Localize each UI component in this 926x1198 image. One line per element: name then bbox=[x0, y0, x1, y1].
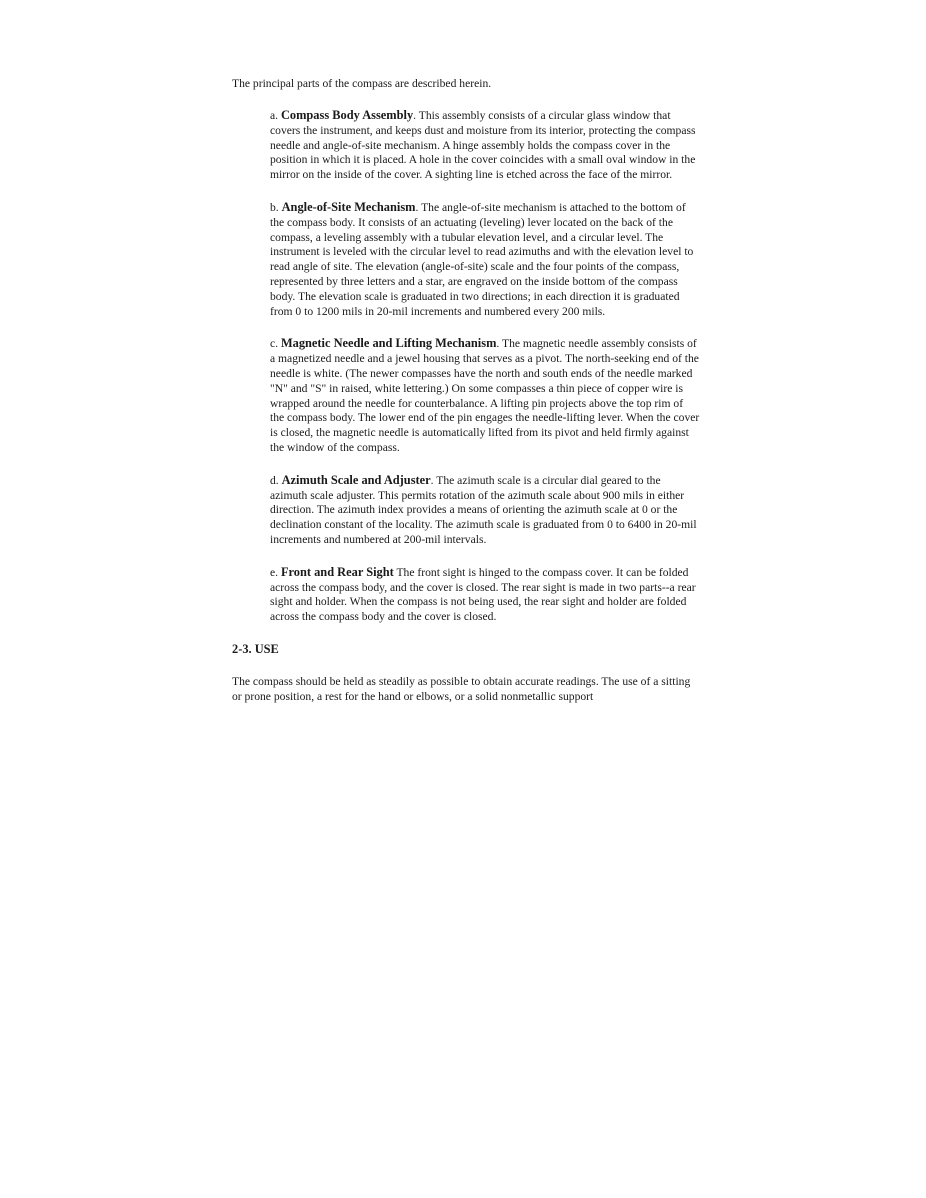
item-term: Azimuth Scale and Adjuster bbox=[281, 472, 431, 487]
item-letter: b. bbox=[270, 200, 279, 214]
item-letter: e. bbox=[270, 565, 279, 579]
intro-paragraph: The principal parts of the compass are described herein. bbox=[232, 77, 492, 90]
item-letter: a. bbox=[270, 109, 279, 122]
item-text: The angle-of-site mechanism is attached to the bottom of the compass body. It consists of an actuating (leveling) lever located on the back of the compass, a leveling assembly with a tubular elevation level, and a circular level. The instrument is leveled with the circular level to read azimuths and with the elevation level to read angle of site. The elevation (angle-of-site) scale and the four points of the compass, represented by three letters and a star, are engraved on the inside bottom of the compass body. The elevation scale is graduated in two directions; in each direction it is graduated from 0 to 1200 mils in 20-mil increments and numbered every 200 mils. bbox=[270, 200, 694, 318]
item-magnetic-needle: c. Magnetic Needle and Lifting Mechanism. The magnetic needle assembly consists of a magnetized needle and a jewel housing that serves as a pivot. The north-seeking end of the needle is white. (The newer compasses have the north and south ends of the needle marked "N" and "S" in raised, white lettering.) On some compasses a thin piece of copper wire is wrapped around the needle for counterbalance. A lifting pin projects above the top rim of the compass body. The lower end of the pin engages the needle-lifting lever. When the cover is closed, the magnetic needle is automatically lifted from its pivot and held firmly against the window of the compass. bbox=[270, 336, 700, 454]
item-term: Compass Body Assembly bbox=[280, 108, 414, 122]
item-text: The magnetic needle assembly consists of a magnetized needle and a jewel housing that serves as a pivot. The north-seeking end of the needle is white. (The newer compasses have the north and south ends of the needle marked "N" and "S" in raised, white lettering.) On some compasses a thin piece of copper wire is wrapped around the needle for counterbalance. A lifting pin projects above the top rim of the compass body. The lower end of the pin engages the needle-lifting lever. When the cover is closed, the magnetic needle is automatically lifted from its pivot and held firmly against the window of the compass. bbox=[270, 337, 700, 454]
item-front-rear-sight bbox=[270, 565, 700, 625]
item-angle-of-site-mechanism: b. Angle-of-Site Mechanism. The angle-of-site mechanism is attached to the bottom of the compass body. It consists of an actuating (leveling) lever located on the back of the compass, a leveling assembly with a tubular elevation level, and a circular level. The instrument is leveled with the circular level to read azimuths and with the elevation level to read angle of site. The elevation (angle-of-site) scale and the four points of the compass, represented by three letters and a star, are engraved on the inside bottom of the compass body. The elevation scale is graduated in two directions; in each direction it is graduated from 0 to 1200 mils in 20-mil increments and numbered every 200 mils. bbox=[270, 199, 694, 318]
item-text: The front sight is hinged to the compass cover. It can be folded across the compass body, and the cover is closed. The rear sight is made in two parts--a rear sight and holder. When the compass is not being used, the rear sight and holder are folded across the compass body and the cover is closed. bbox=[270, 565, 696, 624]
section-paragraph: The compass should be held as steadily as possible to obtain accurate readings. The use of a sitting or prone position, a rest for the hand or elbows, or a solid nonmetallic support bbox=[232, 674, 691, 703]
item-letter: d. bbox=[270, 473, 279, 487]
item-text: This assembly consists of a circular glass window that covers the instrument, and keeps dust and moisture from its interior, protecting the compass needle and angle-of-site mechanism. A hinge assembly holds the compass cover in the position in which it is placed. A hole in the cover coincides with a small oval window in the mirror on the inside of the cover. A sighting line is etched across the face of the mirror. bbox=[270, 109, 696, 182]
item-term: Magnetic Needle and Lifting Mechanism bbox=[280, 336, 497, 351]
item-text: The azimuth scale is a circular dial geared to the azimuth scale adjuster. This permits rotation of the azimuth scale about 900 mils in either direction. The azimuth index provides a means of orienting the azimuth scale at 0 or the declination constant of the locality. The azimuth scale is graduated from 0 to 6400 in 20-mil increments and numbered at 200-mil intervals. bbox=[270, 473, 697, 546]
document-page bbox=[232, 76, 700, 704]
item-term: Front and Rear Sight bbox=[280, 564, 394, 579]
section-heading: 2-3. USE bbox=[232, 641, 279, 656]
item-term: Angle-of-Site Mechanism bbox=[281, 199, 416, 214]
item-azimuth-scale: d. Azimuth Scale and Adjuster. The azimuth scale is a circular dial geared to the azimuth scale adjuster. This permits rotation of the azimuth scale about 900 mils in either direction. The azimuth index provides a means of orienting the azimuth scale at 0 or the declination constant of the locality. The azimuth scale is graduated from 0 to 6400 in 20-mil increments and numbered at 200-mil intervals. bbox=[270, 472, 697, 546]
item-compass-body-assembly: a. Compass Body Assembly. This assembly consists of a circular glass window that covers the instrument, and keeps dust and moisture from its interior, protecting the compass needle and angle-of-site mechanism. A hinge assembly holds the compass cover in the position in which it is placed. A hole in the cover coincides with a small oval window in the mirror on the inside of the cover. A sighting line is etched across the face of the mirror. bbox=[270, 108, 696, 182]
item-letter: c. bbox=[270, 337, 279, 351]
